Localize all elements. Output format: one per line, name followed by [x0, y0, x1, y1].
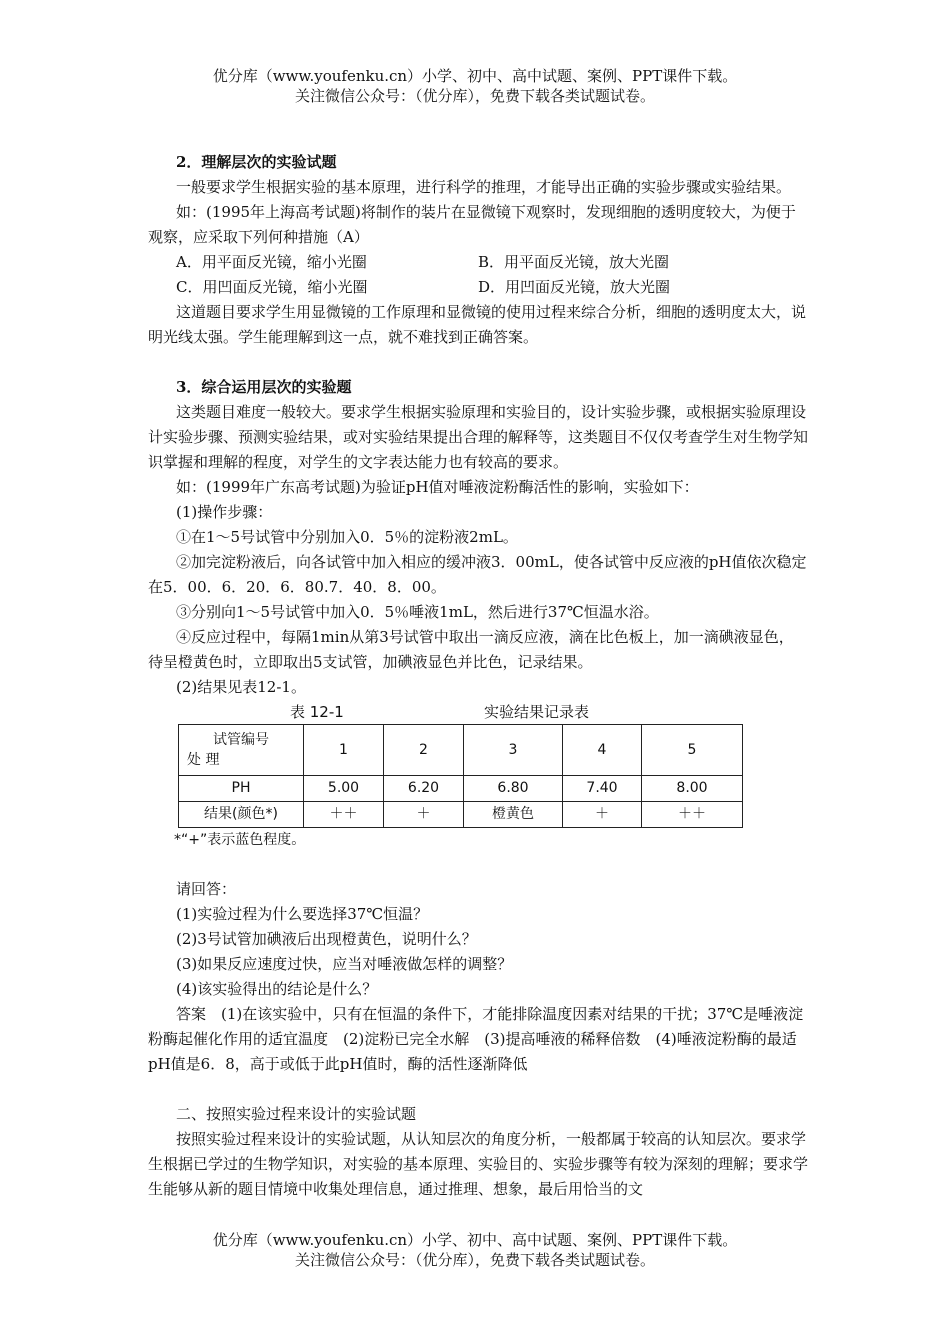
steps-label: (1)操作步骤：: [176, 503, 273, 521]
section-3-title: 3．综合运用层次的实验题: [176, 378, 352, 396]
step-1: ①在1～5号试管中分别加入0．5％的淀粉液2mL。: [176, 528, 518, 546]
part-2-title: 二、按照实验过程来设计的实验试题: [176, 1105, 417, 1123]
table-corner-cell: [179, 725, 304, 776]
table-cell: 7.40: [563, 776, 642, 802]
table-cell: ＋＋: [642, 802, 743, 828]
result-label: (2)结果见表12-1。: [176, 678, 306, 696]
result-table: [178, 724, 743, 828]
table-title: 实验结果记录表: [484, 703, 590, 721]
option-a: A．用平面反光镜，缩小光圈: [176, 253, 367, 271]
column-header: 3: [464, 725, 563, 776]
options-row-1: [148, 250, 808, 275]
table-cell: ＋: [563, 802, 642, 828]
section-2-title: 2．理解层次的实验试题: [176, 153, 337, 171]
question-3: (3)如果反应速度过快，应当对唾液做怎样的调整？: [176, 955, 513, 973]
column-header: 1: [304, 725, 384, 776]
table-cell: ＋＋: [304, 802, 384, 828]
section-2-analysis: 这道题目要求学生用显微镜的工作原理和显微镜的使用过程来综合分析，细胞的透明度太大，说明光线太强。学生能理解到这一点，就不难找到正确答案。: [148, 303, 807, 346]
header-line-2: 关注微信公众号：（优分库），免费下载各类试题试卷。: [294, 87, 655, 105]
question-1: (1)实验过程为什么要选择37℃恒温？: [176, 905, 429, 923]
step-4: ④反应过程中，每隔1min从第3号试管中取出一滴反应液，滴在比色板上，加一滴碘液显色，待呈橙黄色时，立即取出5支试管，加碘液显色并比色，记录结果。: [148, 628, 794, 671]
table-header-row: [179, 725, 743, 776]
option-c: C．用凹面反光镜，缩小光圈: [176, 278, 368, 296]
question-4: (4)该实验得出的结论是什么？: [176, 980, 378, 998]
row-label: PH: [179, 776, 304, 802]
table-cell: 6.80: [464, 776, 563, 802]
column-header: 4: [563, 725, 642, 776]
table-cell: ＋: [384, 802, 464, 828]
document-body: [148, 150, 808, 1202]
footer-line-2: 关注微信公众号：（优分库），免费下载各类试题试卷。: [294, 1251, 655, 1269]
corner-bottom-label: 处 理: [187, 752, 220, 768]
table-number: 表 12-1: [290, 703, 344, 721]
section-3-intro: 这类题目难度一般较大。要求学生根据实验原理和实验目的，设计实验步骤，或根据实验原理设计实验步骤、预测实验结果，或对实验结果提出合理的解释等，这类题目不仅仅考查学生对生物学知识掌握和理解的程度，对学生的文字表达能力也有较高的要求。: [148, 403, 809, 471]
column-header: 5: [642, 725, 743, 776]
table-row: [179, 802, 743, 828]
answer-text: 答案 (1)在该实验中，只有在恒温的条件下，才能排除温度因素对结果的干扰；37℃是唾液淀粉酶起催化作用的适宜温度 (2)淀粉已完全水解 (3)提高唾液的稀释倍数 (4)唾液淀粉酶的最适pH值是6．8，高于或低于此pH值时，酶的活性逐渐降低: [148, 1005, 804, 1073]
row-label: 结果(颜色*): [179, 802, 304, 828]
ask-label: 请回答：: [176, 880, 237, 898]
options-row-2: [148, 275, 808, 300]
part-2-intro: 按照实验过程来设计的实验试题，从认知层次的角度分析，一般都属于较高的认知层次。要求学生根据已学过的生物学知识，对实验的基本原理、实验目的、实验步骤等有较为深刻的理解；要求学生能够从新的题目情境中收集处理信息，通过推理、想象，最后用恰当的文: [148, 1130, 809, 1198]
page-header: [0, 66, 950, 106]
option-b: B．用平面反光镜，放大光圈: [478, 253, 670, 271]
page-footer: [0, 1230, 950, 1270]
table-cell: 橙黄色: [464, 802, 563, 828]
footer-line-1: 优分库（www.youfenku.cn）小学、初中、高中试题、案例、PPT课件下载。: [212, 1231, 738, 1249]
column-header: 2: [384, 725, 464, 776]
question-2: (2)3号试管加碘液后出现橙黄色，说明什么？: [176, 930, 477, 948]
table-note: *“+”表示蓝色程度。: [174, 832, 306, 848]
table-cell: 8.00: [642, 776, 743, 802]
step-3: ③分别向1～5号试管中加入0．5％唾液1mL，然后进行37℃恒温水浴。: [176, 603, 659, 621]
option-d: D．用凹面反光镜，放大光圈: [478, 278, 671, 296]
section-2-question: 如：(1995年上海高考试题)将制作的装片在显微镜下观察时，发现细胞的透明度较大，为便于观察，应采取下列何种措施（A）: [148, 203, 796, 246]
section-2-intro: 一般要求学生根据实验的基本原理，进行科学的推理，才能导出正确的实验步骤或实验结果。: [176, 178, 792, 196]
section-3-question: 如：(1999年广东高考试题)为验证pH值对唾液淀粉酶活性的影响，实验如下：: [176, 478, 699, 496]
header-line-1: 优分库（www.youfenku.cn）小学、初中、高中试题、案例、PPT课件下载。: [212, 67, 738, 85]
table-caption: [148, 700, 808, 724]
table-row: [179, 776, 743, 802]
corner-top-label: 试管编号: [213, 732, 269, 748]
table-cell: 5.00: [304, 776, 384, 802]
step-2: ②加完淀粉液后，向各试管中加入相应的缓冲液3．00mL，使各试管中反应液的pH值依次稳定在5．00．6．20．6．80.7．40．8．00。: [148, 553, 807, 596]
table-cell: 6.20: [384, 776, 464, 802]
